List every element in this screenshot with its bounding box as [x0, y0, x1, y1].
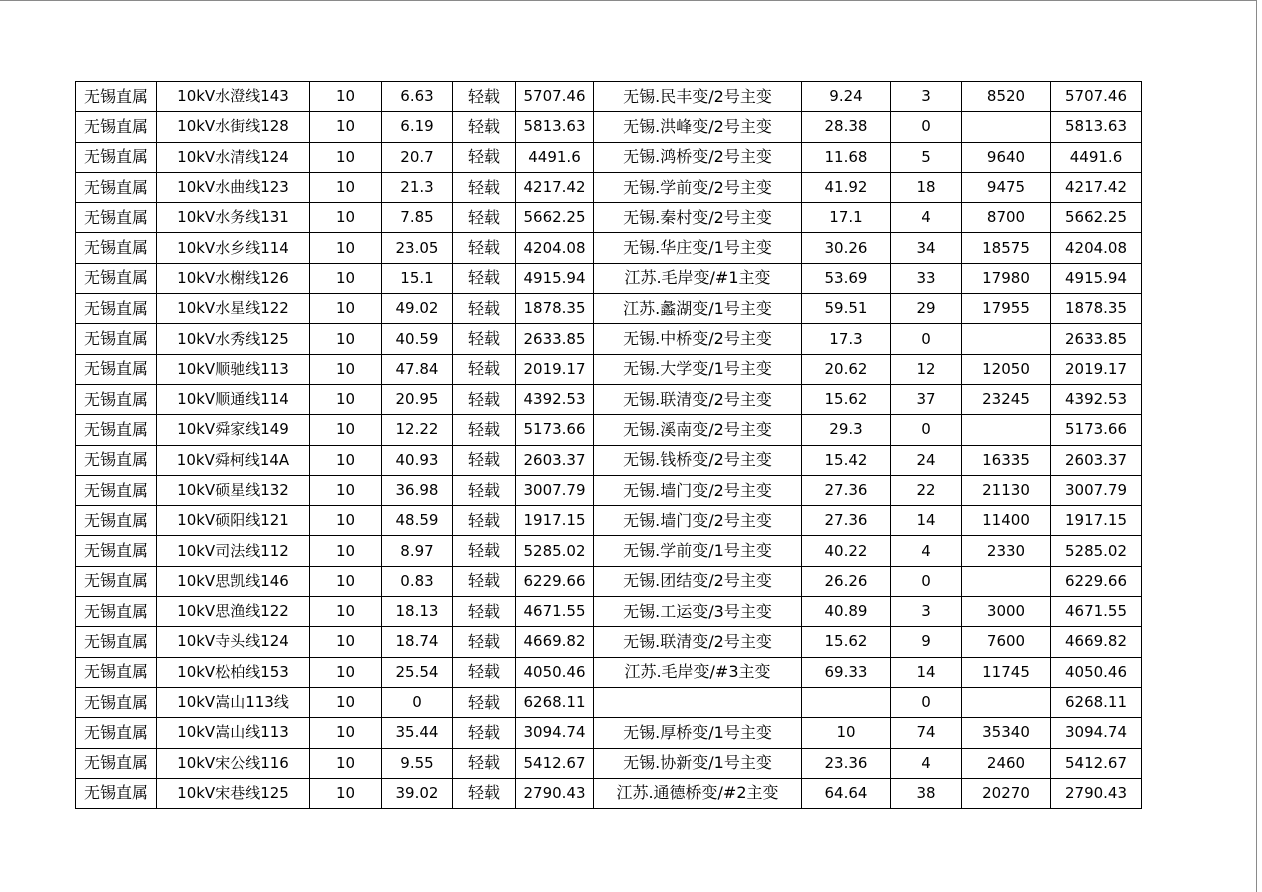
load-status-cell: 轻载: [453, 294, 516, 324]
value-cell: 6.63: [382, 82, 453, 112]
value-cell: 49.02: [382, 294, 453, 324]
load-status-cell: 轻载: [453, 142, 516, 172]
total-cell: 1917.15: [1051, 506, 1142, 536]
count-cell: 3: [891, 597, 962, 627]
voltage-cell: 10: [310, 263, 382, 293]
capacity-cell: 5707.46: [516, 82, 594, 112]
org-cell: 无锡直属: [76, 687, 157, 717]
line-name-cell: 10kV水清线124: [157, 142, 310, 172]
capacity-cell: 5285.02: [516, 536, 594, 566]
count-cell: 4: [891, 748, 962, 778]
count-cell: 0: [891, 566, 962, 596]
value-cell: 0: [382, 687, 453, 717]
table-row: [76, 536, 1142, 566]
transformer-cell: 无锡.团结变/2号主变: [594, 566, 802, 596]
voltage-cell: 10: [310, 657, 382, 687]
table-row: [76, 324, 1142, 354]
org-cell: 无锡直属: [76, 112, 157, 142]
rate-cell: 9.24: [802, 82, 891, 112]
voltage-cell: 10: [310, 415, 382, 445]
load-status-cell: 轻载: [453, 354, 516, 384]
voltage-cell: 10: [310, 475, 382, 505]
load-status-cell: 轻载: [453, 627, 516, 657]
transformer-cell: 江苏.蠡湖变/1号主变: [594, 294, 802, 324]
capacity-cell: 3094.74: [516, 718, 594, 748]
amount-cell: 35340: [962, 718, 1051, 748]
table-row: [76, 778, 1142, 808]
count-cell: 29: [891, 294, 962, 324]
amount-cell: 8700: [962, 203, 1051, 233]
transformer-cell: 无锡.厚桥变/1号主变: [594, 718, 802, 748]
table-row: [76, 112, 1142, 142]
table-row: [76, 718, 1142, 748]
load-status-cell: 轻载: [453, 536, 516, 566]
value-cell: 18.74: [382, 627, 453, 657]
voltage-cell: 10: [310, 718, 382, 748]
org-cell: 无锡直属: [76, 627, 157, 657]
voltage-cell: 10: [310, 778, 382, 808]
amount-cell: 9640: [962, 142, 1051, 172]
transformer-cell: 无锡.秦村变/2号主变: [594, 203, 802, 233]
voltage-cell: 10: [310, 566, 382, 596]
capacity-cell: 5662.25: [516, 203, 594, 233]
transformer-cell: 无锡.学前变/2号主变: [594, 172, 802, 202]
count-cell: 0: [891, 415, 962, 445]
amount-cell: 3000: [962, 597, 1051, 627]
amount-cell: 17955: [962, 294, 1051, 324]
rate-cell: 15.42: [802, 445, 891, 475]
load-status-cell: 轻载: [453, 233, 516, 263]
rate-cell: 27.36: [802, 506, 891, 536]
load-status-cell: 轻载: [453, 748, 516, 778]
value-cell: 0.83: [382, 566, 453, 596]
count-cell: 4: [891, 536, 962, 566]
count-cell: 33: [891, 263, 962, 293]
org-cell: 无锡直属: [76, 384, 157, 414]
capacity-cell: 4671.55: [516, 597, 594, 627]
transformer-cell: 江苏.毛岸变/#1主变: [594, 263, 802, 293]
voltage-cell: 10: [310, 294, 382, 324]
total-cell: 4915.94: [1051, 263, 1142, 293]
total-cell: 5285.02: [1051, 536, 1142, 566]
line-name-cell: 10kV舜柯线14A: [157, 445, 310, 475]
total-cell: 3007.79: [1051, 475, 1142, 505]
org-cell: 无锡直属: [76, 566, 157, 596]
capacity-cell: 1917.15: [516, 506, 594, 536]
line-name-cell: 10kV嵩山线113: [157, 718, 310, 748]
total-cell: 5707.46: [1051, 82, 1142, 112]
capacity-cell: 6229.66: [516, 566, 594, 596]
amount-cell: 12050: [962, 354, 1051, 384]
amount-cell: [962, 112, 1051, 142]
org-cell: 无锡直属: [76, 778, 157, 808]
total-cell: 3094.74: [1051, 718, 1142, 748]
rate-cell: 29.3: [802, 415, 891, 445]
line-name-cell: 10kV思凯线146: [157, 566, 310, 596]
load-status-cell: 轻载: [453, 687, 516, 717]
org-cell: 无锡直属: [76, 324, 157, 354]
rate-cell: 20.62: [802, 354, 891, 384]
line-name-cell: 10kV司法线112: [157, 536, 310, 566]
load-status-cell: 轻载: [453, 718, 516, 748]
line-name-cell: 10kV寺头线124: [157, 627, 310, 657]
transformer-cell: 无锡.联清变/2号主变: [594, 627, 802, 657]
count-cell: 24: [891, 445, 962, 475]
total-cell: 2633.85: [1051, 324, 1142, 354]
total-cell: 4050.46: [1051, 657, 1142, 687]
line-name-cell: 10kV思渔线122: [157, 597, 310, 627]
rate-cell: 30.26: [802, 233, 891, 263]
table-row: [76, 82, 1142, 112]
amount-cell: 20270: [962, 778, 1051, 808]
value-cell: 18.13: [382, 597, 453, 627]
count-cell: 0: [891, 112, 962, 142]
org-cell: 无锡直属: [76, 445, 157, 475]
org-cell: 无锡直属: [76, 748, 157, 778]
transformer-cell: 无锡.工运变/3号主变: [594, 597, 802, 627]
value-cell: 8.97: [382, 536, 453, 566]
table-row: [76, 475, 1142, 505]
transformer-cell: 无锡.墙门变/2号主变: [594, 506, 802, 536]
total-cell: 5662.25: [1051, 203, 1142, 233]
transformer-cell: 无锡.学前变/1号主变: [594, 536, 802, 566]
amount-cell: 7600: [962, 627, 1051, 657]
load-status-cell: 轻载: [453, 445, 516, 475]
value-cell: 12.22: [382, 415, 453, 445]
load-status-cell: 轻载: [453, 506, 516, 536]
load-status-cell: 轻载: [453, 597, 516, 627]
voltage-cell: 10: [310, 112, 382, 142]
org-cell: 无锡直属: [76, 354, 157, 384]
amount-cell: 11400: [962, 506, 1051, 536]
rate-cell: 15.62: [802, 384, 891, 414]
total-cell: 4671.55: [1051, 597, 1142, 627]
voltage-cell: 10: [310, 687, 382, 717]
table-row: [76, 597, 1142, 627]
count-cell: 0: [891, 324, 962, 354]
value-cell: 9.55: [382, 748, 453, 778]
org-cell: 无锡直属: [76, 82, 157, 112]
transformer-cell: 无锡.协新变/1号主变: [594, 748, 802, 778]
value-cell: 15.1: [382, 263, 453, 293]
count-cell: 4: [891, 203, 962, 233]
value-cell: 39.02: [382, 778, 453, 808]
transformer-cell: [594, 687, 802, 717]
voltage-cell: 10: [310, 597, 382, 627]
voltage-cell: 10: [310, 354, 382, 384]
rate-cell: 17.1: [802, 203, 891, 233]
value-cell: 23.05: [382, 233, 453, 263]
value-cell: 47.84: [382, 354, 453, 384]
voltage-cell: 10: [310, 142, 382, 172]
capacity-cell: 1878.35: [516, 294, 594, 324]
total-cell: 5813.63: [1051, 112, 1142, 142]
org-cell: 无锡直属: [76, 718, 157, 748]
org-cell: 无锡直属: [76, 597, 157, 627]
capacity-cell: 5813.63: [516, 112, 594, 142]
rate-cell: 53.69: [802, 263, 891, 293]
line-name-cell: 10kV顺通线114: [157, 384, 310, 414]
value-cell: 20.7: [382, 142, 453, 172]
amount-cell: 16335: [962, 445, 1051, 475]
table-row: [76, 384, 1142, 414]
count-cell: 9: [891, 627, 962, 657]
voltage-cell: 10: [310, 627, 382, 657]
transformer-cell: 无锡.洪峰变/2号主变: [594, 112, 802, 142]
table-row: [76, 294, 1142, 324]
line-name-cell: 10kV顺驰线113: [157, 354, 310, 384]
capacity-cell: 6268.11: [516, 687, 594, 717]
rate-cell: 26.26: [802, 566, 891, 596]
value-cell: 36.98: [382, 475, 453, 505]
total-cell: 4204.08: [1051, 233, 1142, 263]
voltage-cell: 10: [310, 324, 382, 354]
transformer-cell: 无锡.民丰变/2号主变: [594, 82, 802, 112]
transformer-cell: 无锡.溪南变/2号主变: [594, 415, 802, 445]
amount-cell: [962, 687, 1051, 717]
total-cell: 4669.82: [1051, 627, 1142, 657]
count-cell: 37: [891, 384, 962, 414]
total-cell: 2019.17: [1051, 354, 1142, 384]
table-row: [76, 506, 1142, 536]
total-cell: 2790.43: [1051, 778, 1142, 808]
org-cell: 无锡直属: [76, 415, 157, 445]
org-cell: 无锡直属: [76, 657, 157, 687]
rate-cell: 69.33: [802, 657, 891, 687]
capacity-cell: 2603.37: [516, 445, 594, 475]
rate-cell: [802, 687, 891, 717]
rate-cell: 40.89: [802, 597, 891, 627]
rate-cell: 59.51: [802, 294, 891, 324]
table-row: [76, 748, 1142, 778]
line-name-cell: 10kV嵩山113线: [157, 687, 310, 717]
voltage-cell: 10: [310, 384, 382, 414]
voltage-cell: 10: [310, 172, 382, 202]
voltage-cell: 10: [310, 233, 382, 263]
line-name-cell: 10kV水乡线114: [157, 233, 310, 263]
line-name-cell: 10kV水星线122: [157, 294, 310, 324]
load-status-cell: 轻载: [453, 657, 516, 687]
amount-cell: 18575: [962, 233, 1051, 263]
line-name-cell: 10kV舜家线149: [157, 415, 310, 445]
voltage-cell: 10: [310, 82, 382, 112]
voltage-cell: 10: [310, 445, 382, 475]
amount-cell: 11745: [962, 657, 1051, 687]
transformer-cell: 无锡.墙门变/2号主变: [594, 475, 802, 505]
amount-cell: 21130: [962, 475, 1051, 505]
line-name-cell: 10kV宋公线116: [157, 748, 310, 778]
value-cell: 20.95: [382, 384, 453, 414]
org-cell: 无锡直属: [76, 172, 157, 202]
voltage-cell: 10: [310, 536, 382, 566]
line-name-cell: 10kV水榭线126: [157, 263, 310, 293]
capacity-cell: 2019.17: [516, 354, 594, 384]
transformer-cell: 无锡.鸿桥变/2号主变: [594, 142, 802, 172]
org-cell: 无锡直属: [76, 203, 157, 233]
load-status-cell: 轻载: [453, 324, 516, 354]
count-cell: 18: [891, 172, 962, 202]
table-row: [76, 263, 1142, 293]
amount-cell: 23245: [962, 384, 1051, 414]
amount-cell: [962, 566, 1051, 596]
rate-cell: 11.68: [802, 142, 891, 172]
total-cell: 1878.35: [1051, 294, 1142, 324]
transformer-cell: 江苏.通德桥变/#2主变: [594, 778, 802, 808]
value-cell: 40.93: [382, 445, 453, 475]
line-name-cell: 10kV松柏线153: [157, 657, 310, 687]
count-cell: 38: [891, 778, 962, 808]
line-name-cell: 10kV水务线131: [157, 203, 310, 233]
rate-cell: 17.3: [802, 324, 891, 354]
value-cell: 21.3: [382, 172, 453, 202]
transformer-cell: 无锡.钱桥变/2号主变: [594, 445, 802, 475]
line-name-cell: 10kV水街线128: [157, 112, 310, 142]
table-row: [76, 657, 1142, 687]
amount-cell: 17980: [962, 263, 1051, 293]
capacity-cell: 2633.85: [516, 324, 594, 354]
capacity-cell: 3007.79: [516, 475, 594, 505]
amount-cell: 2460: [962, 748, 1051, 778]
capacity-cell: 4669.82: [516, 627, 594, 657]
amount-cell: 2330: [962, 536, 1051, 566]
value-cell: 35.44: [382, 718, 453, 748]
org-cell: 无锡直属: [76, 506, 157, 536]
line-name-cell: 10kV硕星线132: [157, 475, 310, 505]
load-status-cell: 轻载: [453, 778, 516, 808]
value-cell: 25.54: [382, 657, 453, 687]
voltage-cell: 10: [310, 748, 382, 778]
total-cell: 5173.66: [1051, 415, 1142, 445]
capacity-cell: 2790.43: [516, 778, 594, 808]
load-status-cell: 轻载: [453, 203, 516, 233]
voltage-cell: 10: [310, 203, 382, 233]
count-cell: 22: [891, 475, 962, 505]
load-status-cell: 轻载: [453, 172, 516, 202]
total-cell: 4392.53: [1051, 384, 1142, 414]
count-cell: 14: [891, 657, 962, 687]
load-status-cell: 轻载: [453, 263, 516, 293]
rate-cell: 40.22: [802, 536, 891, 566]
amount-cell: [962, 324, 1051, 354]
count-cell: 34: [891, 233, 962, 263]
value-cell: 48.59: [382, 506, 453, 536]
rate-cell: 64.64: [802, 778, 891, 808]
table-row: [76, 354, 1142, 384]
org-cell: 无锡直属: [76, 475, 157, 505]
load-status-cell: 轻载: [453, 112, 516, 142]
capacity-cell: 5412.67: [516, 748, 594, 778]
data-table: [75, 81, 1142, 809]
org-cell: 无锡直属: [76, 263, 157, 293]
load-status-cell: 轻载: [453, 566, 516, 596]
value-cell: 7.85: [382, 203, 453, 233]
table-row: [76, 233, 1142, 263]
transformer-cell: 无锡.华庄变/1号主变: [594, 233, 802, 263]
capacity-cell: 4491.6: [516, 142, 594, 172]
capacity-cell: 5173.66: [516, 415, 594, 445]
rate-cell: 23.36: [802, 748, 891, 778]
table-row: [76, 687, 1142, 717]
total-cell: 2603.37: [1051, 445, 1142, 475]
capacity-cell: 4204.08: [516, 233, 594, 263]
line-name-cell: 10kV水曲线123: [157, 172, 310, 202]
rate-cell: 27.36: [802, 475, 891, 505]
org-cell: 无锡直属: [76, 142, 157, 172]
total-cell: 6268.11: [1051, 687, 1142, 717]
line-name-cell: 10kV硕阳线121: [157, 506, 310, 536]
value-cell: 40.59: [382, 324, 453, 354]
value-cell: 6.19: [382, 112, 453, 142]
table-row: [76, 566, 1142, 596]
line-name-cell: 10kV宋巷线125: [157, 778, 310, 808]
line-name-cell: 10kV水秀线125: [157, 324, 310, 354]
count-cell: 74: [891, 718, 962, 748]
amount-cell: 8520: [962, 82, 1051, 112]
table-row: [76, 627, 1142, 657]
total-cell: 6229.66: [1051, 566, 1142, 596]
transformer-cell: 无锡.大学变/1号主变: [594, 354, 802, 384]
rate-cell: 15.62: [802, 627, 891, 657]
table-row: [76, 203, 1142, 233]
table-row: [76, 172, 1142, 202]
amount-cell: 9475: [962, 172, 1051, 202]
line-name-cell: 10kV水澄线143: [157, 82, 310, 112]
count-cell: 3: [891, 82, 962, 112]
count-cell: 0: [891, 687, 962, 717]
voltage-cell: 10: [310, 506, 382, 536]
org-cell: 无锡直属: [76, 233, 157, 263]
capacity-cell: 4392.53: [516, 384, 594, 414]
capacity-cell: 4915.94: [516, 263, 594, 293]
table-row: [76, 445, 1142, 475]
table-row: [76, 415, 1142, 445]
rate-cell: 41.92: [802, 172, 891, 202]
capacity-cell: 4050.46: [516, 657, 594, 687]
total-cell: 4491.6: [1051, 142, 1142, 172]
table-body: [76, 82, 1142, 809]
total-cell: 5412.67: [1051, 748, 1142, 778]
table-row: [76, 142, 1142, 172]
org-cell: 无锡直属: [76, 536, 157, 566]
transformer-cell: 江苏.毛岸变/#3主变: [594, 657, 802, 687]
org-cell: 无锡直属: [76, 294, 157, 324]
transformer-cell: 无锡.联清变/2号主变: [594, 384, 802, 414]
load-status-cell: 轻载: [453, 384, 516, 414]
load-status-cell: 轻载: [453, 475, 516, 505]
load-status-cell: 轻载: [453, 82, 516, 112]
rate-cell: 28.38: [802, 112, 891, 142]
count-cell: 5: [891, 142, 962, 172]
capacity-cell: 4217.42: [516, 172, 594, 202]
count-cell: 12: [891, 354, 962, 384]
rate-cell: 10: [802, 718, 891, 748]
amount-cell: [962, 415, 1051, 445]
count-cell: 14: [891, 506, 962, 536]
load-status-cell: 轻载: [453, 415, 516, 445]
total-cell: 4217.42: [1051, 172, 1142, 202]
transformer-cell: 无锡.中桥变/2号主变: [594, 324, 802, 354]
